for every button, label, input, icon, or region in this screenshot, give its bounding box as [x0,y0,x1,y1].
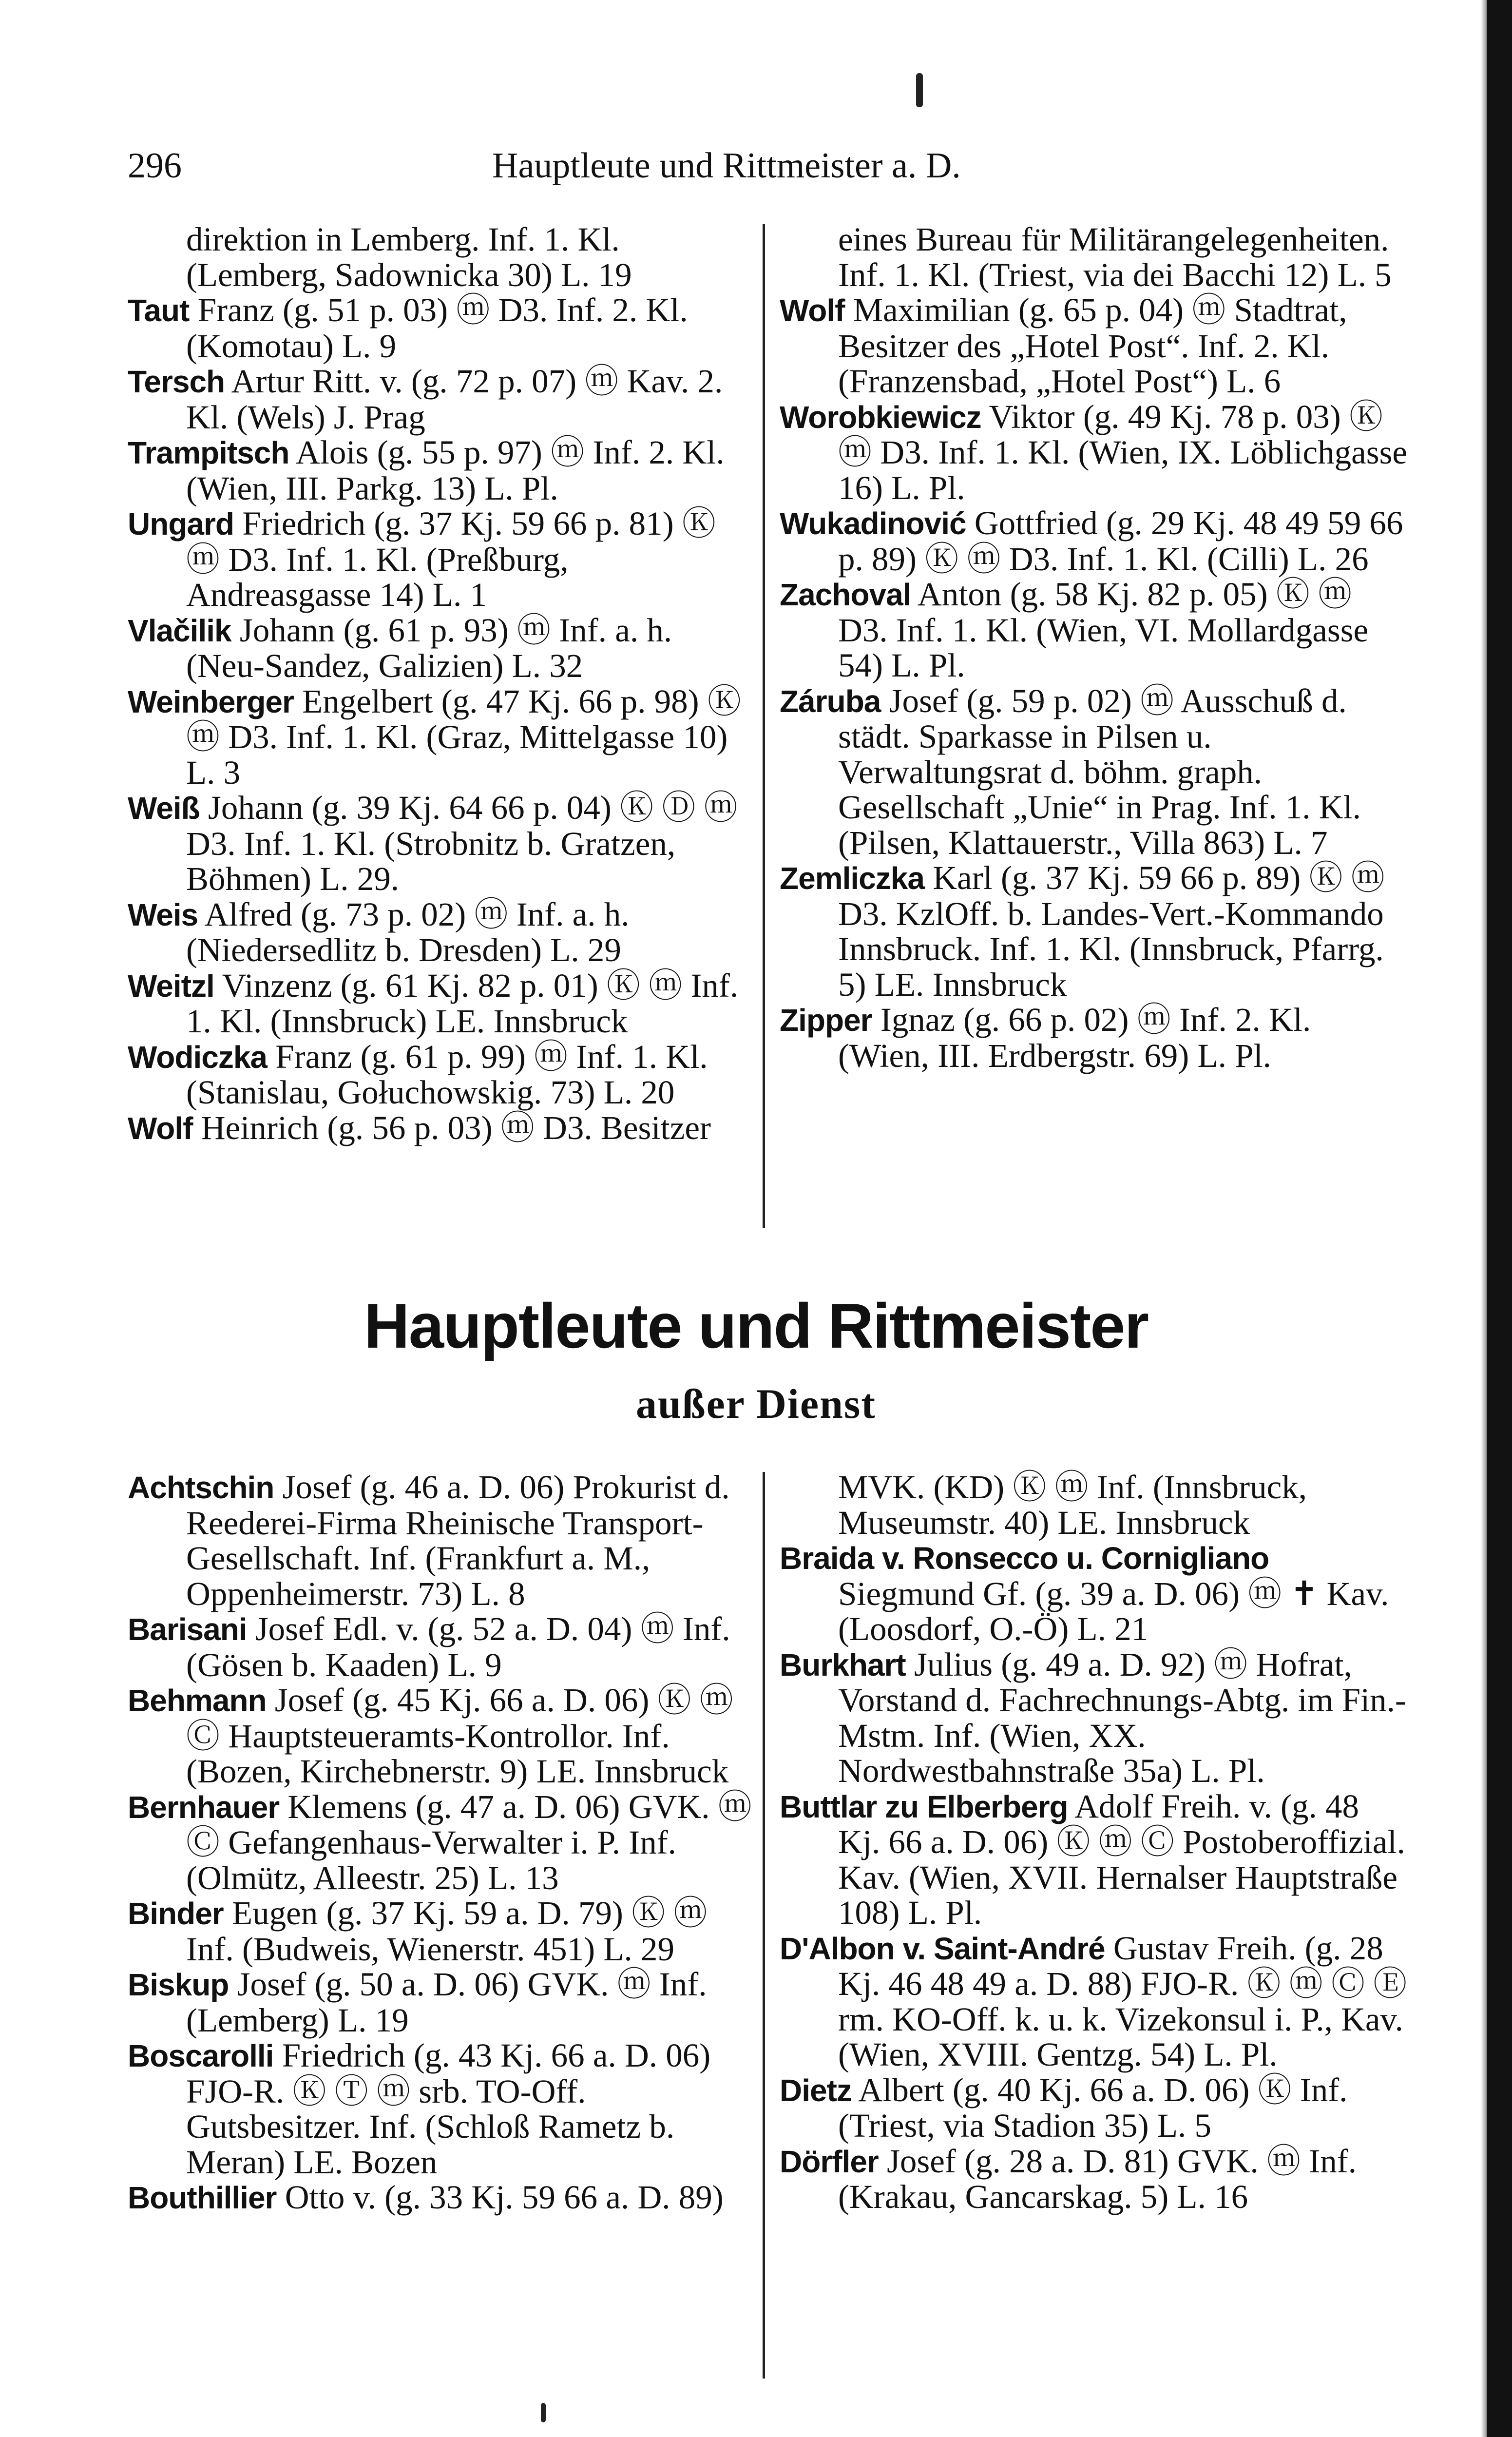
section-title: Hauptleute und Rittmeister [364,1290,1148,1361]
directory-entry [128,613,756,684]
entry-details: Franz (g. 51 p. 03) ⓜ D3. Inf. 2. Kl. (Komotau) L. 9 [186,291,688,365]
entry-surname: Weis [128,897,198,932]
entry-surname: Trampitsch [128,435,289,470]
page-number: 296 [128,146,182,186]
entry-surname: Boscarolli [128,2038,274,2073]
entry-details: Julius (g. 49 a. D. 92) ⓜ Hofrat, Vorstand d. Fachrechnungs-Abtg. im Fin.-Mstm. Inf. (Wien, XX. Nordwestbahnstraße 35a) L. Pl. [838,1645,1406,1789]
directory-entry [128,2038,756,2180]
print-speck [541,2403,546,2422]
directory-entry [780,860,1408,1002]
directory-entry [780,222,1408,292]
directory-entry [128,1683,756,1789]
entry-details: Alois (g. 55 p. 97) ⓜ Inf. 2. Kl. (Wien, III. Parkg. 13) L. Pl. [186,434,725,507]
entry-surname: Ungard [128,506,234,542]
entry-details: Josef (g. 28 a. D. 81) GVK. ⓜ Inf. (Krakau, Gancarskag. 5) L. 16 [838,2142,1357,2215]
entry-surname: Burkhart [780,1647,906,1683]
entry-details: Otto v. (g. 33 Kj. 59 66 a. D. 89) [285,2179,724,2216]
entry-details: Eugen (g. 37 Kj. 59 a. D. 79) Ⓚ ⓜ Inf. (Budweis, Wienerstr. 451) L. 29 [186,1895,708,1968]
entry-details: Alfred (g. 73 p. 02) ⓜ Inf. a. h. (Niedersedlitz b. Dresden) L. 29 [186,895,630,968]
entry-details: direktion in Lemberg. Inf. 1. Kl. (Lemberg, Sadownicka 30) L. 19 [186,221,632,293]
entry-details: Engelbert (g. 47 Kj. 66 p. 98) Ⓚ ⓜ D3. Inf. 1. Kl. (Graz, Mittelgasse 10) L. 3 [186,682,741,791]
entry-surname: Binder [128,1896,224,1931]
directory-entry [780,292,1408,399]
entry-surname: Bernhauer [128,1789,280,1825]
entry-details: Vinzenz (g. 61 Kj. 82 p. 01) Ⓚ ⓜ Inf. 1. Kl. (Innsbruck) LE. Innsbruck [186,967,739,1040]
entry-surname: Bouthillier [128,2180,277,2215]
directory-entry [128,1470,756,1611]
entry-surname: Wukadinović [780,506,966,541]
entry-details: Ignaz (g. 66 p. 02) ⓜ Inf. 2. Kl. (Wien, III. Erdbergstr. 69) L. Pl. [838,1001,1311,1074]
entry-surname: Buttlar zu Elberberg [780,1789,1068,1824]
entry-details: MVK. (KD) Ⓚ ⓜ Inf. (Innsbruck, Museumstr. 40) LE. Innsbruck [838,1469,1307,1541]
entry-surname: Zachoval [780,577,911,612]
directory-entry [780,683,1408,861]
entry-details: Friedrich (g. 37 Kj. 59 66 p. 81) Ⓚ ⓜ D3. Inf. 1. Kl. (Preßburg, Andreasgasse 14) L. 1 [186,505,716,613]
entry-surname: Wolf [780,293,845,328]
directory-entry [780,1647,1408,1789]
entry-surname: Záruba [780,683,881,719]
entry-surname: Wolf [128,1110,193,1146]
directory-entry [128,1039,756,1110]
entry-details: Siegmund Gf. (g. 39 a. D. 06) ⓜ ✝ Kav. (Loosdorf, O.-Ö) L. 21 [838,1575,1389,1647]
entry-surname: Vlačilik [128,613,231,648]
entry-details: Gottfried (g. 29 Kj. 48 49 59 66 p. 89) Ⓚ ⓜ D3. Inf. 1. Kl. (Cilli) L. 26 [838,504,1403,578]
directory-entry [780,577,1408,683]
entry-details: Johann (g. 39 Kj. 64 66 p. 04) Ⓚ Ⓓ ⓜ D3. Inf. 1. Kl. (Strobnitz b. Gratzen, Böhmen) L. 29. [186,789,738,897]
directory-entry [128,222,756,292]
entry-details: eines Bureau für Militärangelegenheiten. Inf. 1. Kl. (Triest, via dei Bacchi 12) L. 5 [838,221,1392,293]
entry-surname: Weiß [128,791,200,826]
bottom-left-column [128,1470,756,2216]
entry-details: Johann (g. 61 p. 93) ⓜ Inf. a. h. (Neu-Sandez, Galizien) L. 32 [186,611,672,684]
entry-details: Franz (g. 61 p. 99) ⓜ Inf. 1. Kl. (Stanislau, Gołuchowskig. 73) L. 20 [186,1038,708,1111]
entry-surname: Behmann [128,1683,267,1718]
entry-details: Artur Ritt. v. (g. 72 p. 07) ⓜ Kav. 2. Kl. (Wels) J. Prag [186,363,723,436]
column-divider-top [763,224,765,1228]
bottom-right-column [780,1470,1408,2215]
entry-details: Josef (g. 59 p. 02) ⓜ Ausschuß d. städt. Sparkasse in Pilsen u. Verwaltungsrat d. böhm. graph. Gesellschaft „Unie“ in Prag. Inf. 1. Kl. (Pilsen, Klattauerstr., Villa 863) L. 7 [838,682,1361,861]
top-left-column [128,222,756,1146]
directory-entry [780,2072,1408,2144]
directory-entry [128,292,756,364]
top-right-column [780,222,1408,1073]
directory-entry [128,364,756,435]
entry-surname: Tersch [128,364,225,399]
entry-surname: Weinberger [128,684,294,719]
directory-entry [780,1931,1408,2072]
directory-entry [128,968,756,1039]
entry-details: Friedrich (g. 43 Kj. 66 a. D. 06) FJO-R. Ⓚ Ⓣ ⓜ srb. TO-Off. Gutsbesitzer. Inf. (Schloß Rametz b. Meran) LE. Bozen [186,2037,711,2181]
entry-surname: Zemliczka [780,861,924,896]
directory-entry [780,1789,1408,1931]
entry-details: Gustav Freih. (g. 28 Kj. 46 48 49 a. D. 88) FJO-R. Ⓚ ⓜ Ⓒ Ⓔ rm. KO-Off. k. u. k. Vizekonsul i. P., Kav. (Wien, XVIII. Gentzg. 54) L. Pl. [838,1929,1407,2073]
entry-surname: Dörfler [780,2144,879,2179]
entry-surname: Zipper [780,1003,872,1038]
entry-surname: Worobkiewicz [780,399,981,435]
entry-details: Klemens (g. 47 a. D. 06) GVK. ⓜ Ⓒ Gefangenhaus-Verwalter i. P. Inf. (Olmütz, Alleestr. 25) L. 13 [186,1788,752,1896]
entry-details: Josef (g. 45 Kj. 66 a. D. 06) Ⓚ ⓜ Ⓒ Hauptsteueramts-Kontrollor. Inf. (Bozen, Kirchebnerstr. 9) LE. Innsbruck [186,1682,733,1790]
entry-details: Josef (g. 46 a. D. 06) Prokurist d. Reederei-Firma Rheinische Transport-Gesellschaft. Inf. (Frankfurt a. M., Oppenheimerstr. 73) L. 8 [186,1469,730,1612]
entry-surname: D'Albon v. Saint-André [780,1931,1105,1966]
directory-entry [128,1110,756,1146]
entry-details: Heinrich (g. 56 p. 03) ⓜ D3. Besitzer [201,1109,711,1146]
entry-details: Maximilian (g. 65 p. 04) ⓜ Stadtrat, Besitzer des „Hotel Post“. Inf. 2. Kl. (Franzensbad, „Hotel Post“) L. 6 [838,291,1347,400]
directory-entry [128,897,756,968]
entry-surname: Weitzl [128,968,214,1004]
entry-surname: Achtschin [128,1470,274,1505]
directory-entry [128,506,756,613]
entry-surname: Biskup [128,1967,229,2002]
directory-entry [780,1470,1408,1540]
entry-surname: Wodiczka [128,1039,267,1075]
column-divider-bottom [763,1472,765,2379]
entry-details: Josef Edl. v. (g. 52 a. D. 04) ⓜ Inf. (Gösen b. Kaaden) L. 9 [186,1610,730,1683]
entry-surname: Barisani [128,1612,247,1647]
directory-entry [780,399,1408,506]
entry-details: Viktor (g. 49 Kj. 78 p. 03) Ⓚ ⓜ D3. Inf. 1. Kl. (Wien, IX. Löblichgasse 16) L. Pl. [838,398,1408,506]
directory-entry [128,790,756,897]
page-edge-shadow [1486,0,1512,2437]
directory-entry [128,2180,756,2216]
directory-entry [128,435,756,506]
directory-entry [128,1789,756,1896]
entry-details: Albert (g. 40 Kj. 66 a. D. 06) Ⓚ Inf. (Triest, via Stadion 35) L. 5 [838,2071,1348,2144]
entry-details: Karl (g. 37 Kj. 59 66 p. 89) Ⓚ ⓜ D3. KzlOff. b. Landes-Vert.-Kommando Innsbruck. Inf. 1. Kl. (Innsbruck, Pfarrg. 5) LE. Innsbruck [838,859,1385,1003]
directory-entry [780,1540,1408,1647]
directory-entry [128,1967,756,2038]
directory-entry [128,1895,756,1967]
directory-entry [128,684,756,791]
entry-surname: Braida v. Ronsecco u. Cornigliano [780,1541,1269,1576]
running-title: Hauptleute und Rittmeister a. D. [492,146,961,186]
print-speck [916,73,923,107]
entry-details: Adolf Freih. v. (g. 48 Kj. 66 a. D. 06) Ⓚ ⓜ Ⓒ Postoberoffizial. Kav. (Wien, XVII. Hernalser Hauptstraße 108) L. Pl. [838,1787,1405,1931]
entry-details: Josef (g. 50 a. D. 06) GVK. ⓜ Inf. (Lemberg) L. 19 [186,1966,707,2039]
entry-details: Anton (g. 58 Kj. 82 p. 05) Ⓚ ⓜ D3. Inf. 1. Kl. (Wien, VI. Mollardgasse 54) L. Pl. [838,576,1369,684]
entry-surname: Dietz [780,2072,852,2108]
directory-entry [780,1002,1408,1073]
running-head [0,146,1512,185]
directory-entry [780,2144,1408,2215]
directory-entry [780,505,1408,577]
section-subtitle: außer Dienst [635,1380,877,1427]
directory-entry [128,1611,756,1683]
entry-surname: Taut [128,293,190,328]
